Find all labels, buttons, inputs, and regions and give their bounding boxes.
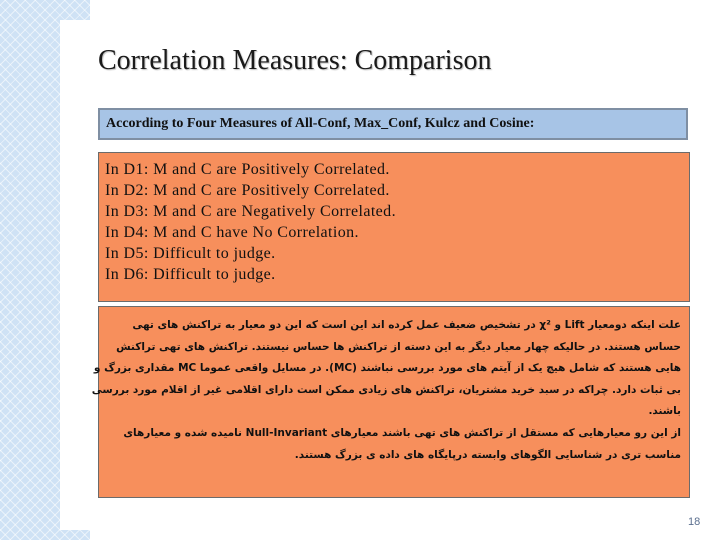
result-line-d3: In D3: M and C are Negatively Correlated. bbox=[105, 203, 396, 220]
note-line: باشند. bbox=[648, 405, 681, 418]
correlation-results-box bbox=[98, 152, 690, 302]
result-line-d4: In D4: M and C have No Correlation. bbox=[105, 224, 359, 241]
note-line: هایی هستند که شامل هیچ یک از آیتم های مورد بررسی نباشند (MC). در مسایل واقعی عموما MC مقداری بزرگ و bbox=[93, 362, 681, 375]
result-line-d1: In D1: M and C are Positively Correlated. bbox=[105, 161, 390, 178]
note-line: مناسب تری در شناسایی الگوهای وابسته درپایگاه های داده ی بزرگ هستند. bbox=[294, 448, 681, 461]
result-line-d5: In D5: Difficult to judge. bbox=[105, 245, 276, 262]
note-line: از این رو معیارهایی که مستقل از تراکنش های تهی باشند معیارهای Null-Invariant نامیده شده و معیارهای bbox=[123, 426, 681, 439]
measures-header-box bbox=[98, 108, 688, 140]
persian-note-box bbox=[91, 306, 690, 498]
slide-title: Correlation Measures: Comparison bbox=[98, 45, 492, 76]
note-line: بی ثبات دارد. چراکه در سبد خرید مشتریان، تراکنش های زیادی ممکن است دارای اقلامی غیر از اقلام مورد بررسی bbox=[91, 383, 681, 396]
result-line-d2: In D2: M and C are Positively Correlated. bbox=[105, 182, 390, 199]
measures-header-text: According to Four Measures of All-Conf, Max_Conf, Kulcz and Cosine: bbox=[106, 116, 535, 131]
result-line-d6: In D6: Difficult to judge. bbox=[105, 266, 276, 283]
note-line: علت اینکه دومعیار Lift و χ² در تشخیص ضعیف عمل کرده اند این است که این دو معیار به تراکنش های تهی bbox=[132, 319, 681, 331]
page-number: 18 bbox=[688, 516, 701, 528]
note-line: حساس هستند. در حالیکه چهار معیار دیگر به این دسته از تراکنش ها حساس نیستند. تراکنش های تهی تراکنش bbox=[116, 340, 681, 353]
